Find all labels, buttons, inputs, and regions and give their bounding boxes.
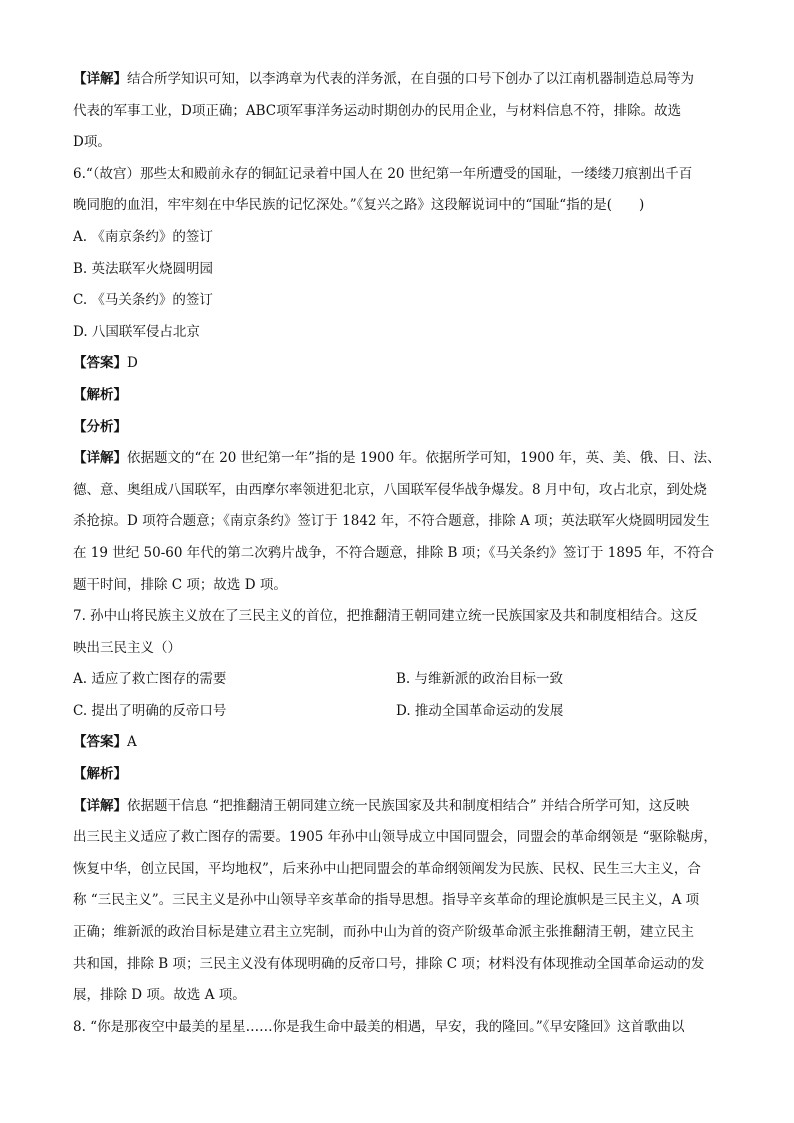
line-text: 6.“（故宫）那些太和殿前永存的铜缸记录着中国人在 20 世纪第一年所遭受的国耻，一缕缕刀痕割出千百: [73, 165, 693, 182]
text-line: [73, 317, 733, 349]
line-text: 杀抢掠。D 项符合题意；《南京条约》签订于 1842 年，不符合题意，排除 A 项；英法联军火烧圆明园发生: [73, 513, 710, 530]
text-line: [73, 633, 733, 665]
section-label: 【答案】: [73, 734, 127, 751]
text-line: [73, 96, 733, 128]
line-text: 晚同胞的血泪，牢牢刻在中华民族的记忆深处。”《复兴之路》这段解说词中的“国耻“指的是( ): [73, 197, 645, 214]
line-text: 题干时间，排除 C 项；故选 D 项。: [73, 576, 287, 593]
line-text: 恢复中华，创立民国，平均地权”，后来孙中山把同盟会的革命纲领阐发为民族、民权、民生三大主义，合: [73, 860, 701, 877]
document-content: [73, 64, 733, 1043]
option-item: C. 提出了明确的反帝口号: [73, 702, 227, 719]
question-6: [73, 159, 733, 222]
line-text: 展，排除 D 项。故选 A 项。: [73, 987, 246, 1004]
line-text: D: [127, 355, 138, 372]
section-label: 【解析】: [73, 766, 127, 783]
text-line: [73, 475, 733, 507]
line-text: A. 《南京条约》的签订: [73, 228, 213, 245]
line-text: 在 19 世纪 50-60 年代的第二次鸦片战争，不符合题意，排除 B 项；《马关条约》签订于 1895 年，不符合: [73, 544, 714, 561]
analysis-q7: [73, 727, 733, 790]
text-line: [73, 980, 733, 1012]
option-item: A. 适应了救亡图存的需要: [73, 671, 227, 688]
question-8: [73, 1012, 733, 1044]
section-label: 【详解】: [73, 450, 127, 467]
section-label: 【答案】: [73, 355, 127, 372]
section-label: 【解析】: [73, 386, 127, 403]
text-line: [73, 190, 733, 222]
options-row: [73, 664, 733, 696]
line-text: C. 《马关条约》的签订: [73, 292, 213, 309]
text-line: [73, 159, 733, 191]
text-line: [73, 1012, 733, 1044]
text-line: [73, 443, 733, 475]
option-item: B. 与维新派的政治目标一致: [396, 671, 564, 688]
explanation-q7: [73, 791, 733, 1012]
text-line: [73, 380, 733, 412]
analysis-q6: [73, 348, 733, 443]
text-line: [73, 759, 733, 791]
line-text: 依据题干信息 “把推翻清王朝同建立统一民族国家及共和制度相结合” 并结合所学可知，这反映: [127, 797, 690, 814]
text-line: [73, 506, 733, 538]
text-line: [73, 285, 733, 317]
text-line: [73, 885, 733, 917]
text-line: [73, 822, 733, 854]
line-text: 结合所学知识可知，以李鸿章为代表的洋务派，在自强的口号下创办了以江南机器制造总局等为: [127, 71, 694, 87]
line-text: A: [127, 734, 137, 751]
line-text: 称 “三民主义”。三民主义是孙中山领导辛亥革命的指导思想。指导辛亥革命的理论旗帜是三民主义，A 项: [73, 892, 700, 909]
section-label: 【详解】: [73, 797, 127, 814]
line-text: 代表的军事工业，D项正确；ABC项军事洋务运动时期创办的民用企业，与材料信息不符，排除。故选: [73, 102, 682, 119]
section-label: 【详解】: [73, 71, 127, 87]
explanation-q6: [73, 443, 733, 601]
line-text: 共和国，排除 B 项；三民主义没有体现明确的反帝口号，排除 C 项；材料没有体现推动全国革命运动的发: [73, 955, 705, 972]
options-row: [73, 696, 733, 728]
line-text: 依据题文的“在 20 世纪第一年”指的是 1900 年。依据所学可知，1900 年，英、美、俄、日、法、: [127, 450, 721, 467]
line-text: 德、意、奥组成八国联军，由西摩尔率领进犯北京，八国联军侵华战争爆发。8 月中旬，攻占北京，到处烧: [73, 481, 707, 498]
text-line: [73, 64, 733, 96]
text-line: [73, 854, 733, 886]
options-q7: [73, 664, 733, 727]
options-q6: [73, 222, 733, 348]
text-line: [73, 917, 733, 949]
text-line: [73, 791, 733, 823]
text-line: [73, 348, 733, 380]
line-text: D项。: [73, 134, 111, 151]
text-line: [73, 949, 733, 981]
line-text: 7. 孙中山将民族主义放在了三民主义的首位，把推翻清王朝同建立统一民族国家及共和制度相结合。这反: [73, 608, 698, 625]
line-text: B. 英法联军火烧圆明园: [73, 260, 214, 277]
line-text: 正确；维新派的政治目标是建立君主立宪制，而孙中山为首的资产阶级革命派主张推翻清王朝，建立民主: [73, 924, 694, 941]
section-label: 【分析】: [73, 418, 127, 435]
text-line: [73, 570, 733, 602]
line-text: 映出三民主义（）: [73, 639, 181, 656]
text-line: [73, 127, 733, 159]
text-line: [73, 222, 733, 254]
text-line: [73, 601, 733, 633]
explanation-q5: [73, 64, 733, 159]
text-line: [73, 727, 733, 759]
option-item: D. 推动全国革命运动的发展: [396, 702, 564, 719]
question-7: [73, 601, 733, 664]
text-line: [73, 254, 733, 286]
text-line: [73, 412, 733, 444]
line-text: D. 八国联军侵占北京: [73, 323, 200, 340]
text-line: [73, 538, 733, 570]
line-text: 8. “你是那夜空中最美的星星……你是我生命中最美的相遇，早安，我的隆回。”《早安隆回》这首歌曲以: [73, 1018, 685, 1035]
line-text: 出三民主义适应了救亡图存的需要。1905 年孙中山领导成立中国同盟会，同盟会的革命纲领是 “驱除鞑虏，: [73, 829, 717, 846]
